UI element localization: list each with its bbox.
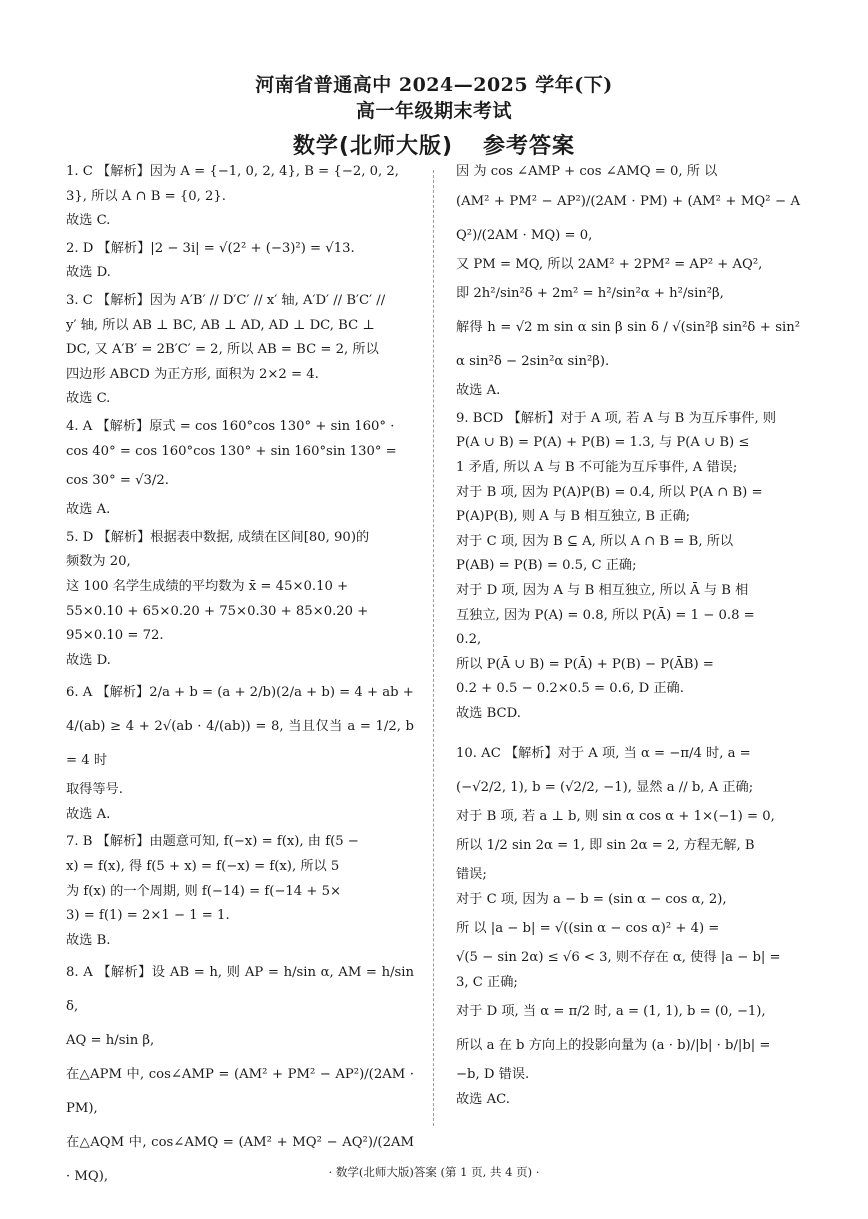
answer-line: 所 以 |a − b| = √((sin α − cos α)² + 4) = bbox=[456, 921, 720, 937]
answer-line: 1. C 【解析】因为 A = {−1, 0, 2, 4}, B = {−2, 0, 2, bbox=[66, 164, 399, 179]
exam-subtitle: 高一年级期末考试 bbox=[355, 100, 512, 122]
answer-1 bbox=[66, 160, 414, 234]
answer-conclusion: 故选 BCD. bbox=[456, 705, 521, 721]
answer-line: 为 f(x) 的一个周期, 则 f(−14) = f(−14 + 5× bbox=[66, 883, 342, 899]
answer-line: 55×0.10 + 65×0.20 + 75×0.30 + 85×0.20 + bbox=[66, 603, 369, 619]
answer-line: 四边形 ABCD 为正方形, 面积为 2×2 = 4. bbox=[66, 366, 319, 382]
answer-9 bbox=[456, 407, 800, 727]
answer-line: 因 为 cos ∠AMP + cos ∠AMQ = 0, 所 以 bbox=[456, 164, 718, 179]
exam-title: 河南省普通高中 2024—2025 学年(下) bbox=[255, 74, 613, 96]
column-divider bbox=[433, 170, 434, 1126]
subject-name: 数学(北师大版) bbox=[292, 134, 454, 159]
answer-line: 3}, 所以 A ∩ B = {0, 2}. bbox=[66, 188, 226, 204]
answer-line: 0.2, bbox=[456, 632, 482, 648]
page-footer: · 数学(北师大版)答案 (第 1 页, 共 4 页) · bbox=[328, 1165, 540, 1179]
answer-line: DC, 又 A′B′ = 2B′C′ = 2, 所以 AB = BC = 2, 所以 bbox=[66, 342, 379, 358]
answer-conclusion: 故选 A. bbox=[66, 502, 111, 518]
answer-line: P(A)P(B), 则 A 与 B 相互独立, B 正确; bbox=[456, 509, 691, 525]
answer-line: cos 40° = cos 160°cos 130° + sin 160°sin 130° = bbox=[66, 443, 397, 459]
answer-2 bbox=[66, 237, 414, 286]
answer-line: 10. AC 【解析】对于 A 项, 当 α = −π/4 时, a = bbox=[456, 745, 751, 761]
answer-conclusion: 故选 C. bbox=[66, 213, 111, 229]
answer-line: 解得 h = √2 m sin α sin β sin δ / √(sin²β sin²δ + sin²α sin²δ − 2sin²α sin²β). bbox=[456, 320, 800, 370]
answer-line: 8. A 【解析】设 AB = h, 则 AP = h/sin α, AM = h/sin δ, bbox=[66, 965, 414, 1015]
page-header bbox=[0, 72, 868, 162]
answer-7 bbox=[66, 830, 414, 953]
answer-line: 这 100 名学生成绩的平均数为 x̄ = 45×0.10 + bbox=[66, 578, 349, 594]
answer-line: 4. A 【解析】原式 = cos 160°cos 130° + sin 160° · bbox=[66, 418, 395, 434]
answer-key-label: 参考答案 bbox=[483, 134, 576, 159]
answer-4 bbox=[66, 415, 414, 523]
answer-conclusion: 故选 AC. bbox=[456, 1092, 510, 1108]
answer-line: 9. BCD 【解析】对于 A 项, 若 A 与 B 为互斥事件, 则 bbox=[456, 410, 777, 426]
answer-line: 2. D 【解析】|2 − 3i| = √(2² + (−3)²) = √13. bbox=[66, 240, 355, 256]
answer-line: 6. A 【解析】2/a + b = (a + 2/b)(2/a + b) = 4 + ab + bbox=[66, 685, 414, 701]
answer-line: 又 PM = MQ, 所以 2AM² + 2PM² = AP² + AQ², bbox=[456, 256, 763, 272]
subject-heading bbox=[0, 132, 868, 162]
answer-line: y′ 轴, 所以 AB ⊥ BC, AB ⊥ AD, AD ⊥ DC, BC ⊥ bbox=[66, 317, 375, 333]
answer-line: P(A ∪ B) = P(A) + P(B) = 1.3, 与 P(A ∪ B) ≤ bbox=[456, 435, 750, 451]
answer-line: 互独立, 因为 P(A) = 0.8, 所以 P(Ā) = 1 − 0.8 = bbox=[456, 607, 755, 623]
answer-conclusion: 故选 C. bbox=[66, 391, 111, 407]
answer-conclusion: 故选 D. bbox=[66, 265, 111, 281]
answer-line: (AM² + PM² − AP²)/(2AM · PM) + (AM² + MQ² − AQ²)/(2AM · MQ) = 0, bbox=[456, 193, 800, 243]
answer-5 bbox=[66, 526, 414, 674]
answer-line: x) = f(x), 得 f(5 + x) = f(−x) = f(x), 所以 5 bbox=[66, 859, 340, 875]
answer-8-continued bbox=[456, 160, 800, 404]
answer-6 bbox=[66, 676, 414, 827]
answer-3 bbox=[66, 289, 414, 412]
answer-line: 95×0.10 = 72. bbox=[66, 628, 164, 644]
answer-line: 所以 1/2 sin 2α = 1, 即 sin 2α = 2, 方程无解, B bbox=[456, 838, 755, 854]
answer-conclusion: 故选 D. bbox=[66, 652, 111, 668]
answer-line: 在△AQM 中, cos∠AMQ = (AM² + MQ² − AQ²)/(2AM · MQ), bbox=[66, 1135, 414, 1185]
answer-line: 5. D 【解析】根据表中数据, 成绩在区间[80, 90)的 bbox=[66, 529, 370, 545]
left-column bbox=[66, 160, 414, 1197]
answer-line: 对于 B 项, 若 a ⊥ b, 则 sin α cos α + 1×(−1) = 0, bbox=[456, 808, 775, 824]
answer-line: 3. C 【解析】因为 A′B′ // D′C′ // x′ 轴, A′D′ // B′C′ // bbox=[66, 292, 386, 308]
answer-conclusion: 故选 A. bbox=[66, 806, 111, 822]
answer-line: 所以 a 在 b 方向上的投影向量为 (a · b)/|b| · b/|b| = bbox=[456, 1038, 771, 1054]
answer-conclusion: 故选 A. bbox=[456, 383, 501, 399]
answer-line: 所以 P(Ā ∪ B) = P(Ā) + P(B) − P(ĀB) = bbox=[456, 656, 714, 672]
answer-8 bbox=[66, 956, 414, 1194]
answer-line: 7. B 【解析】由题意可知, f(−x) = f(x), 由 f(5 − bbox=[66, 834, 359, 850]
answer-line: 对于 D 项, 当 α = π/2 时, a = (1, 1), b = (0, −1), bbox=[456, 1004, 766, 1020]
answer-line: P(AB) = P(B) = 0.5, C 正确; bbox=[456, 558, 637, 574]
answer-line: 频数为 20, bbox=[66, 554, 131, 570]
answer-10 bbox=[456, 737, 800, 1113]
answer-line: 对于 D 项, 因为 A 与 B 相互独立, 所以 Ā 与 B 相 bbox=[456, 582, 749, 598]
answer-line: cos 30° = √3/2. bbox=[66, 473, 169, 489]
answer-line: AQ = h/sin β, bbox=[66, 1033, 155, 1049]
answer-line: 1 矛盾, 所以 A 与 B 不可能为互斥事件, A 错误; bbox=[456, 459, 738, 475]
answer-line: −b, D 错误. bbox=[456, 1067, 530, 1083]
answer-line: 对于 C 项, 因为 a − b = (sin α − cos α, 2), bbox=[456, 891, 727, 907]
answer-conclusion: 故选 B. bbox=[66, 932, 111, 948]
right-column bbox=[456, 160, 800, 1116]
answer-line: 对于 C 项, 因为 B ⊆ A, 所以 A ∩ B = B, 所以 bbox=[456, 533, 734, 549]
answer-line: √(5 − sin 2α) ≤ √6 < 3, 则不存在 α, 使得 |a − b| = bbox=[456, 950, 781, 966]
answer-line: 错误; bbox=[456, 867, 487, 883]
answer-line: (−√2/2, 1), b = (√2/2, −1), 显然 a // b, A 正确; bbox=[456, 779, 754, 795]
answer-line: 3) = f(1) = 2×1 − 1 = 1. bbox=[66, 908, 230, 924]
answer-line: 4/(ab) ≥ 4 + 2√(ab · 4/(ab)) = 8, 当且仅当 a = 1/2, b = 4 时 bbox=[66, 719, 414, 769]
answer-line: 在△APM 中, cos∠AMP = (AM² + PM² − AP²)/(2AM · PM), bbox=[66, 1067, 414, 1117]
answer-line: 即 2h²/sin²δ + 2m² = h²/sin²α + h²/sin²β, bbox=[456, 286, 724, 302]
answer-line: 取得等号. bbox=[66, 782, 123, 798]
answer-line: 3, C 正确; bbox=[456, 974, 518, 990]
answer-line: 对于 B 项, 因为 P(A)P(B) = 0.4, 所以 P(A ∩ B) = bbox=[456, 484, 763, 500]
answer-line: 0.2 + 0.5 − 0.2×0.5 = 0.6, D 正确. bbox=[456, 681, 684, 697]
